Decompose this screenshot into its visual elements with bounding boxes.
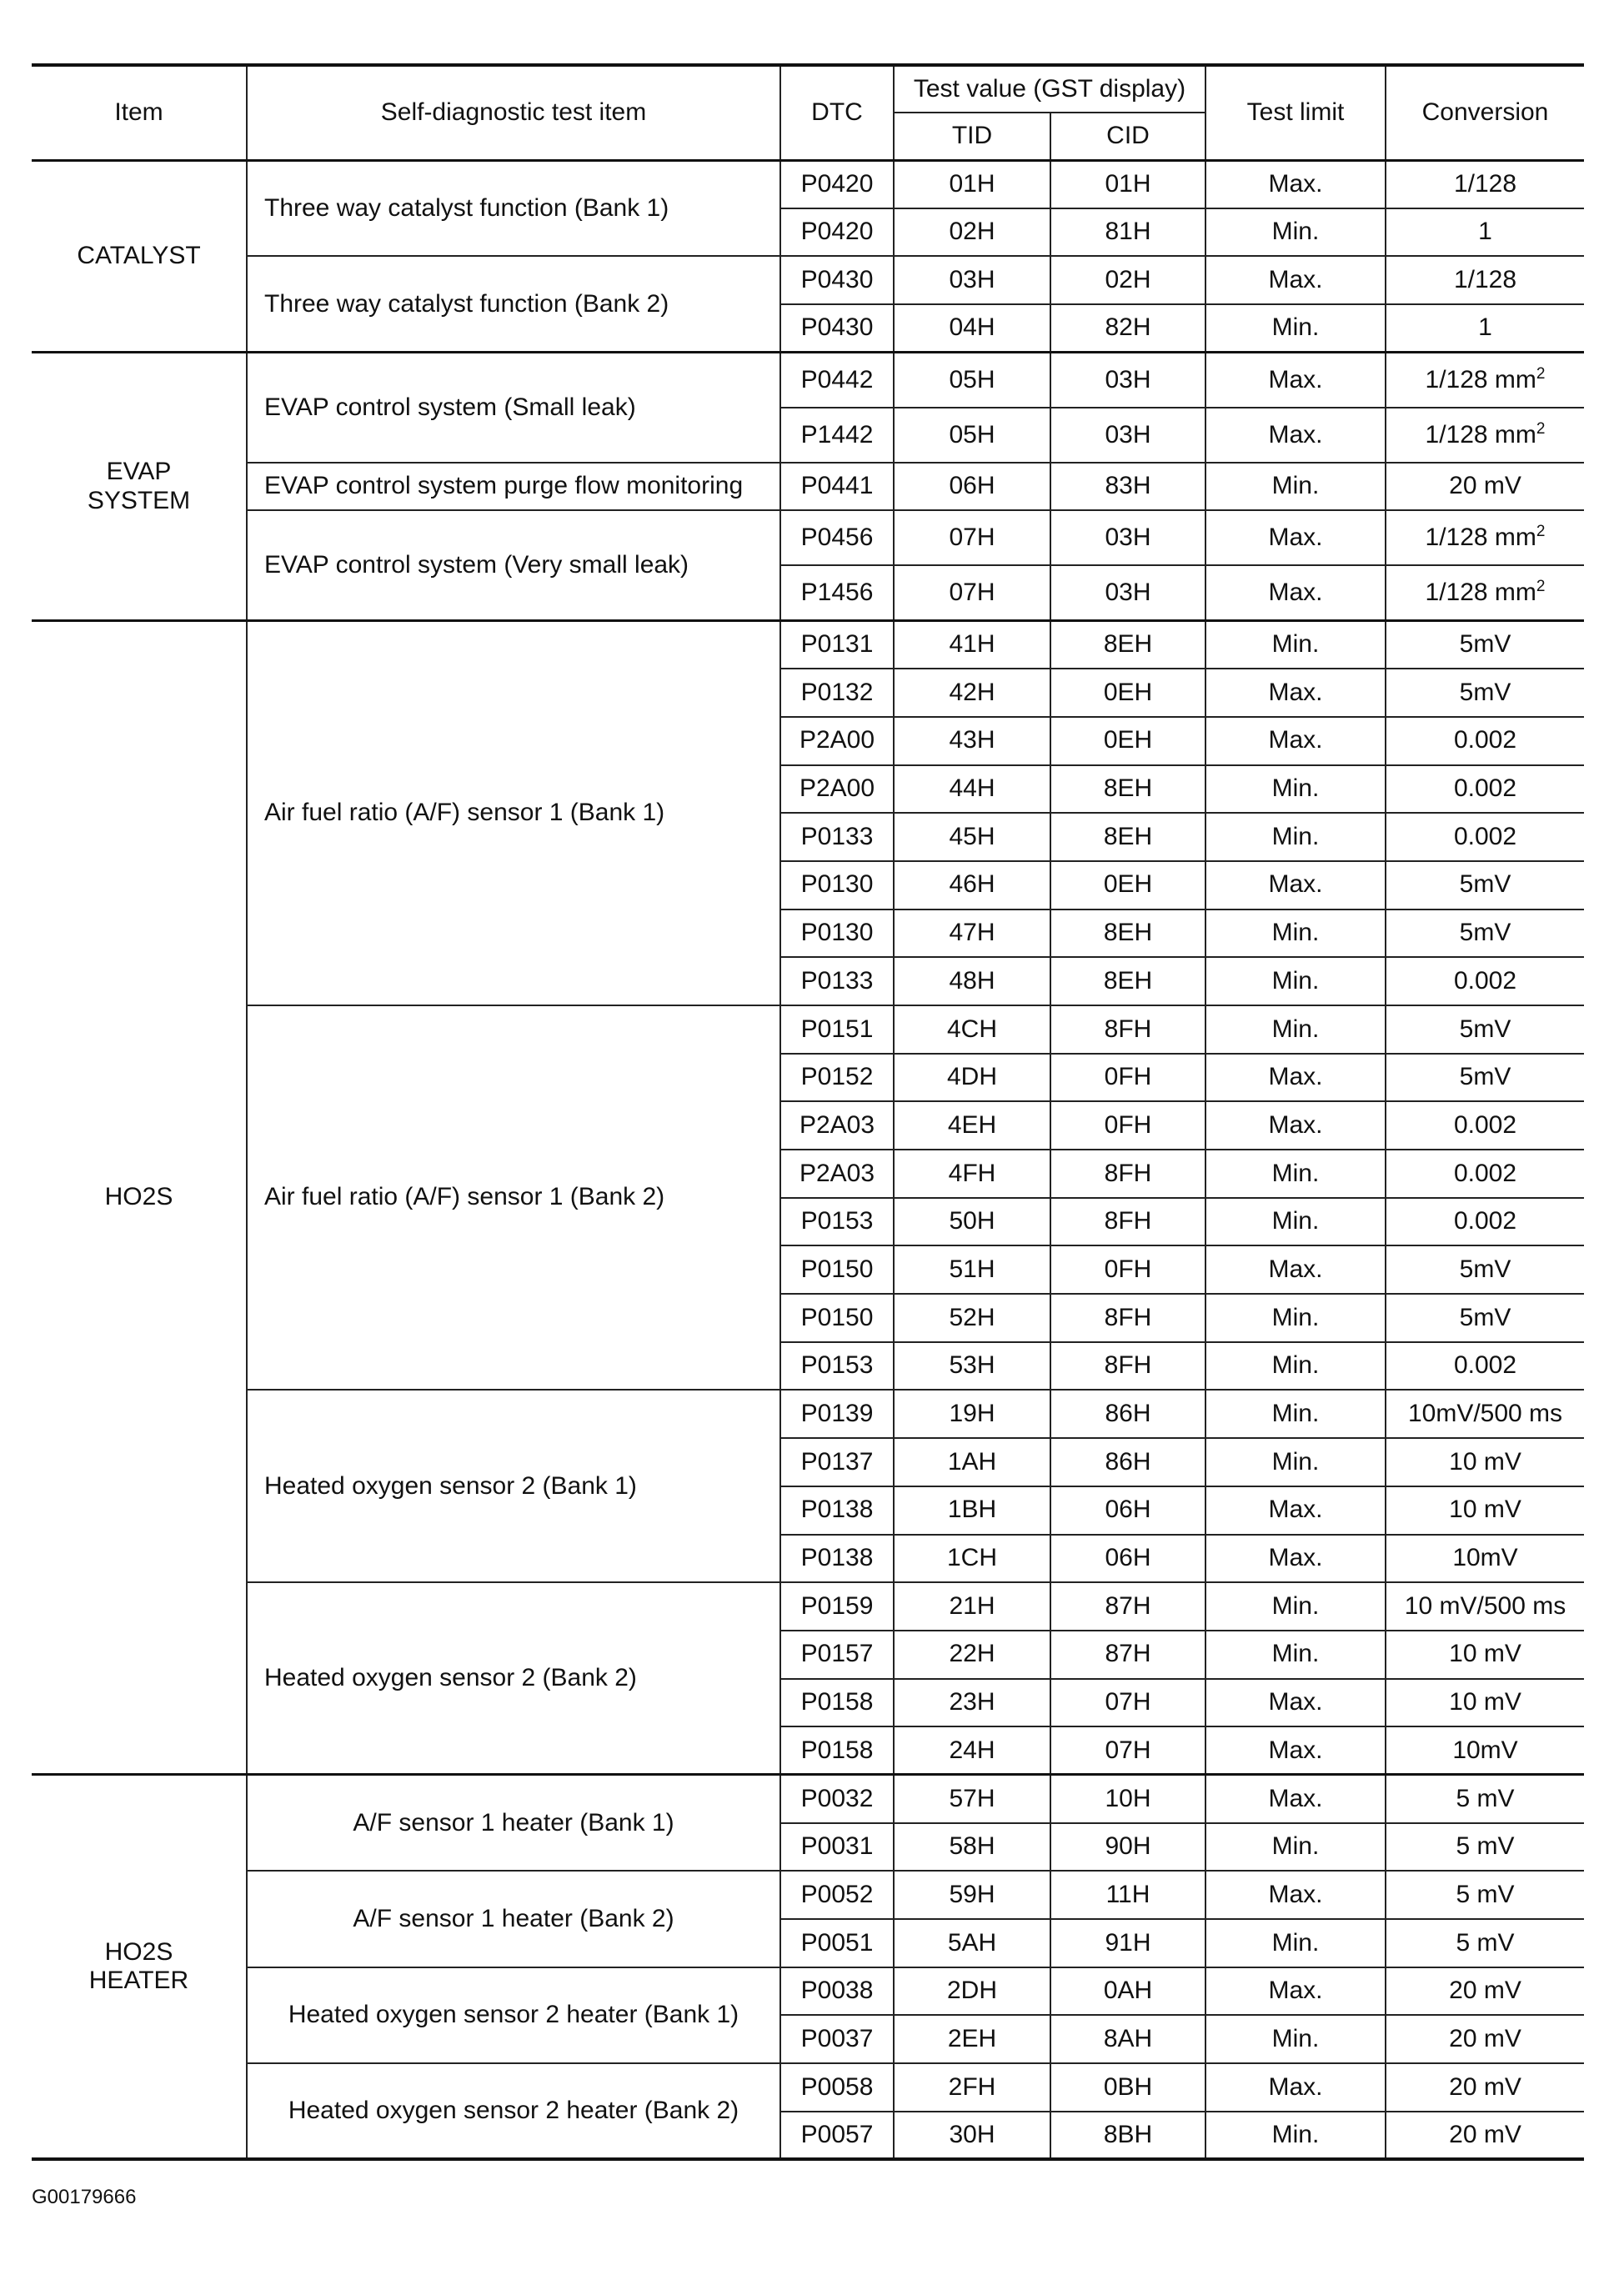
cid-cell: 03H	[1050, 408, 1205, 463]
dtc-cell: P0159	[780, 1582, 894, 1631]
conversion-cell	[1386, 256, 1584, 304]
test-limit-cell: Max.	[1205, 353, 1386, 408]
conversion-cell	[1386, 1438, 1584, 1486]
tid-cell: 53H	[894, 1342, 1050, 1391]
tid-cell: 46H	[894, 861, 1050, 910]
dtc-cell: P0152	[780, 1054, 894, 1102]
cid-cell: 8EH	[1050, 910, 1205, 958]
dtc-cell: P0052	[780, 1871, 894, 1919]
table-row	[32, 2063, 1584, 2112]
cid-cell: 11H	[1050, 1871, 1205, 1919]
test-limit-cell: Max.	[1205, 1486, 1386, 1535]
cid-cell: 02H	[1050, 256, 1205, 304]
conversion-cell	[1386, 1726, 1584, 1775]
table-row	[32, 1582, 1584, 1631]
conversion-value: 0.002	[1453, 966, 1517, 995]
conversion-value: 20 mV	[1449, 1977, 1521, 2005]
header-self-diagnostic-test-item: Self-diagnostic test item	[247, 65, 780, 160]
test-limit-cell: Min.	[1205, 1390, 1386, 1438]
conversion-cell	[1386, 353, 1584, 408]
conversion-value: 10 mV	[1449, 1496, 1521, 1524]
tid-cell: 07H	[894, 565, 1050, 620]
cid-cell: 83H	[1050, 463, 1205, 511]
cid-cell: 8FH	[1050, 1294, 1205, 1342]
conversion-value: 1/128	[1453, 169, 1517, 198]
cid-cell: 0BH	[1050, 2063, 1205, 2112]
dtc-cell: P0150	[780, 1245, 894, 1294]
dtc-cell: P0133	[780, 957, 894, 1005]
dtc-cell: P0139	[780, 1390, 894, 1438]
tid-cell: 4CH	[894, 1005, 1050, 1054]
tid-cell: 1AH	[894, 1438, 1050, 1486]
test-limit-cell: Min.	[1205, 1582, 1386, 1631]
test-limit-cell: Min.	[1205, 1438, 1386, 1486]
dtc-cell: P0130	[780, 910, 894, 958]
cid-cell: 0AH	[1050, 1967, 1205, 2016]
dtc-cell: P2A00	[780, 717, 894, 765]
test-limit-cell: Min.	[1205, 463, 1386, 511]
item-category: CATALYST	[32, 160, 247, 353]
conversion-cell	[1386, 1871, 1584, 1919]
conversion-value: 0.002	[1453, 1110, 1517, 1139]
dtc-cell: P0153	[780, 1342, 894, 1391]
conversion-cell	[1386, 1101, 1584, 1150]
conversion-cell	[1386, 1967, 1584, 2016]
tid-cell: 57H	[894, 1775, 1050, 1823]
conversion-cell	[1386, 2015, 1584, 2063]
header-cid: CID	[1050, 113, 1205, 160]
test-limit-cell: Min.	[1205, 1631, 1386, 1679]
test-limit-cell: Max.	[1205, 1245, 1386, 1294]
conversion-cell	[1386, 1150, 1584, 1198]
tid-cell: 41H	[894, 620, 1050, 669]
tid-cell: 59H	[894, 1871, 1050, 1919]
conversion-value: 0.002	[1453, 822, 1517, 850]
conversion-exponent: 2	[1536, 364, 1546, 383]
conversion-value: 1	[1478, 218, 1492, 246]
conversion-cell	[1386, 669, 1584, 717]
conversion-cell	[1386, 813, 1584, 861]
cid-cell: 87H	[1050, 1631, 1205, 1679]
self-diagnostic-test-item: Three way catalyst function (Bank 2)	[247, 256, 780, 352]
tid-cell: 2FH	[894, 2063, 1050, 2112]
tid-cell: 06H	[894, 463, 1050, 511]
conversion-value: 5 mV	[1456, 1880, 1515, 1908]
test-limit-cell: Min.	[1205, 957, 1386, 1005]
conversion-value: 5mV	[1459, 919, 1511, 947]
tid-cell: 47H	[894, 910, 1050, 958]
dtc-cell: P0133	[780, 813, 894, 861]
tid-cell: 03H	[894, 256, 1050, 304]
test-limit-cell: Max.	[1205, 565, 1386, 620]
tid-cell: 50H	[894, 1198, 1050, 1246]
conversion-value: 0.002	[1453, 1159, 1517, 1187]
conversion-cell	[1386, 1294, 1584, 1342]
tid-cell: 02H	[894, 208, 1050, 257]
cid-cell: 8BH	[1050, 2112, 1205, 2160]
cid-cell: 8AH	[1050, 2015, 1205, 2063]
header-dtc: DTC	[780, 65, 894, 160]
conversion-cell	[1386, 408, 1584, 463]
tid-cell: 24H	[894, 1726, 1050, 1775]
test-limit-cell: Max.	[1205, 1871, 1386, 1919]
conversion-value: 1/128 mm	[1425, 420, 1536, 448]
self-diagnostic-test-item: Heated oxygen sensor 2 heater (Bank 2)	[247, 2063, 780, 2159]
tid-cell: 07H	[894, 510, 1050, 565]
test-limit-cell: Min.	[1205, 1919, 1386, 1967]
conversion-value: 20 mV	[1449, 2024, 1521, 2052]
cid-cell: 0FH	[1050, 1245, 1205, 1294]
conversion-cell	[1386, 160, 1584, 208]
header-test-limit: Test limit	[1205, 65, 1386, 160]
cid-cell: 8FH	[1050, 1198, 1205, 1246]
cid-cell: 06H	[1050, 1486, 1205, 1535]
conversion-value: 10mV	[1452, 1544, 1518, 1572]
self-diagnostic-test-item: EVAP control system purge flow monitoring	[247, 463, 780, 511]
table-row	[32, 463, 1584, 511]
table-row	[32, 1005, 1584, 1054]
tid-cell: 45H	[894, 813, 1050, 861]
conversion-cell	[1386, 957, 1584, 1005]
tid-cell: 23H	[894, 1679, 1050, 1727]
tid-cell: 58H	[894, 1823, 1050, 1872]
cid-cell: 07H	[1050, 1726, 1205, 1775]
conversion-value: 1/128 mm	[1425, 578, 1536, 606]
item-category: HO2S HEATER	[32, 1775, 247, 2160]
conversion-cell	[1386, 1919, 1584, 1967]
cid-cell: 90H	[1050, 1823, 1205, 1872]
cid-cell: 8EH	[1050, 620, 1205, 669]
self-diagnostic-test-item: EVAP control system (Very small leak)	[247, 510, 780, 620]
conversion-cell	[1386, 910, 1584, 958]
cid-cell: 86H	[1050, 1390, 1205, 1438]
self-diagnostic-test-item: EVAP control system (Small leak)	[247, 353, 780, 463]
test-limit-cell: Min.	[1205, 1005, 1386, 1054]
cid-cell: 91H	[1050, 1919, 1205, 1967]
dtc-cell: P0442	[780, 353, 894, 408]
tid-cell: 2DH	[894, 1967, 1050, 2016]
tid-cell: 30H	[894, 2112, 1050, 2160]
cid-cell: 01H	[1050, 160, 1205, 208]
dtc-cell: P0031	[780, 1823, 894, 1872]
conversion-cell	[1386, 717, 1584, 765]
header-tid: TID	[894, 113, 1050, 160]
table-row	[32, 1871, 1584, 1919]
self-diagnostic-test-item: Three way catalyst function (Bank 1)	[247, 160, 780, 256]
cid-cell: 86H	[1050, 1438, 1205, 1486]
test-limit-cell: Min.	[1205, 208, 1386, 257]
dtc-cell: P2A00	[780, 765, 894, 814]
cid-cell: 8EH	[1050, 957, 1205, 1005]
header-item: Item	[32, 65, 247, 160]
conversion-cell	[1386, 1535, 1584, 1583]
self-diagnostic-test-item: Heated oxygen sensor 2 (Bank 1)	[247, 1390, 780, 1582]
test-limit-cell: Max.	[1205, 861, 1386, 910]
test-limit-cell: Max.	[1205, 1679, 1386, 1727]
test-limit-cell: Min.	[1205, 1294, 1386, 1342]
conversion-cell	[1386, 861, 1584, 910]
test-limit-cell: Min.	[1205, 1342, 1386, 1391]
conversion-value: 5mV	[1459, 1255, 1511, 1283]
cid-cell: 8FH	[1050, 1150, 1205, 1198]
tid-cell: 51H	[894, 1245, 1050, 1294]
table-body	[32, 160, 1584, 2159]
conversion-cell	[1386, 1631, 1584, 1679]
conversion-cell	[1386, 510, 1584, 565]
table-row	[32, 1775, 1584, 1823]
table-row	[32, 620, 1584, 669]
dtc-cell: P0137	[780, 1438, 894, 1486]
conversion-cell	[1386, 2063, 1584, 2112]
conversion-value: 5 mV	[1456, 1832, 1515, 1861]
self-diagnostic-test-item: Air fuel ratio (A/F) sensor 1 (Bank 1)	[247, 620, 780, 1005]
tid-cell: 4FH	[894, 1150, 1050, 1198]
conversion-cell	[1386, 1486, 1584, 1535]
conversion-value: 5mV	[1459, 678, 1511, 706]
cid-cell: 0EH	[1050, 669, 1205, 717]
header-conversion: Conversion	[1386, 65, 1584, 160]
dtc-cell: P1456	[780, 565, 894, 620]
conversion-value: 20 mV	[1449, 2072, 1521, 2101]
conversion-cell	[1386, 1823, 1584, 1872]
test-limit-cell: Max.	[1205, 717, 1386, 765]
cid-cell: 0FH	[1050, 1101, 1205, 1150]
test-limit-cell: Max.	[1205, 160, 1386, 208]
dtc-cell: P2A03	[780, 1150, 894, 1198]
tid-cell: 1BH	[894, 1486, 1050, 1535]
conversion-exponent: 2	[1536, 523, 1546, 541]
test-limit-cell: Max.	[1205, 408, 1386, 463]
tid-cell: 48H	[894, 957, 1050, 1005]
cid-cell: 8EH	[1050, 813, 1205, 861]
conversion-value: 10mV/500 ms	[1407, 1400, 1563, 1428]
test-limit-cell: Max.	[1205, 256, 1386, 304]
conversion-cell	[1386, 1582, 1584, 1631]
cid-cell: 8FH	[1050, 1342, 1205, 1391]
conversion-cell	[1386, 1198, 1584, 1246]
test-limit-cell: Min.	[1205, 2015, 1386, 2063]
tid-cell: 1CH	[894, 1535, 1050, 1583]
test-limit-cell: Max.	[1205, 1967, 1386, 2016]
dtc-cell: P0158	[780, 1679, 894, 1727]
tid-cell: 42H	[894, 669, 1050, 717]
tid-cell: 05H	[894, 353, 1050, 408]
cid-cell: 0EH	[1050, 717, 1205, 765]
tid-cell: 19H	[894, 1390, 1050, 1438]
conversion-exponent: 2	[1536, 577, 1546, 595]
conversion-value: 10 mV/500 ms	[1404, 1591, 1566, 1620]
test-limit-cell: Min.	[1205, 2112, 1386, 2160]
cid-cell: 81H	[1050, 208, 1205, 257]
conversion-value: 10mV	[1452, 1736, 1518, 1764]
conversion-value: 1/128 mm	[1425, 365, 1536, 393]
cid-cell: 0EH	[1050, 861, 1205, 910]
conversion-value: 0.002	[1453, 1351, 1517, 1380]
conversion-value: 5mV	[1459, 1015, 1511, 1043]
tid-cell: 21H	[894, 1582, 1050, 1631]
cid-cell: 8EH	[1050, 765, 1205, 814]
test-limit-cell: Min.	[1205, 1823, 1386, 1872]
tid-cell: 2EH	[894, 2015, 1050, 2063]
diagnostic-test-table	[32, 63, 1584, 2161]
conversion-cell	[1386, 565, 1584, 620]
cid-cell: 03H	[1050, 353, 1205, 408]
table-header	[32, 65, 1584, 160]
tid-cell: 4DH	[894, 1054, 1050, 1102]
table-row	[32, 1967, 1584, 2016]
dtc-cell: P0138	[780, 1535, 894, 1583]
tid-cell: 44H	[894, 765, 1050, 814]
cid-cell: 06H	[1050, 1535, 1205, 1583]
dtc-cell: P0132	[780, 669, 894, 717]
conversion-value: 5mV	[1459, 1303, 1511, 1331]
conversion-cell	[1386, 1005, 1584, 1054]
dtc-cell: P0441	[780, 463, 894, 511]
test-limit-cell: Min.	[1205, 1198, 1386, 1246]
test-limit-cell: Max.	[1205, 1101, 1386, 1150]
conversion-cell	[1386, 463, 1584, 511]
table-row	[32, 353, 1584, 408]
conversion-value: 20 mV	[1449, 472, 1521, 500]
conversion-value: 0.002	[1453, 726, 1517, 754]
conversion-cell	[1386, 765, 1584, 814]
dtc-cell: P0058	[780, 2063, 894, 2112]
self-diagnostic-test-item: Air fuel ratio (A/F) sensor 1 (Bank 2)	[247, 1005, 780, 1391]
table-row	[32, 160, 1584, 208]
dtc-cell: P0150	[780, 1294, 894, 1342]
dtc-cell: P0456	[780, 510, 894, 565]
self-diagnostic-test-item: A/F sensor 1 heater (Bank 1)	[247, 1775, 780, 1871]
test-limit-cell: Min.	[1205, 765, 1386, 814]
tid-cell: 43H	[894, 717, 1050, 765]
cid-cell: 03H	[1050, 565, 1205, 620]
cid-cell: 0FH	[1050, 1054, 1205, 1102]
conversion-cell	[1386, 2112, 1584, 2160]
dtc-cell: P0430	[780, 256, 894, 304]
tid-cell: 04H	[894, 304, 1050, 353]
test-limit-cell: Max.	[1205, 1535, 1386, 1583]
item-category: HO2S	[32, 620, 247, 1775]
tid-cell: 52H	[894, 1294, 1050, 1342]
cid-cell: 82H	[1050, 304, 1205, 353]
dtc-cell: P0153	[780, 1198, 894, 1246]
test-limit-cell: Max.	[1205, 1726, 1386, 1775]
conversion-value: 5mV	[1459, 870, 1511, 899]
test-limit-cell: Max.	[1205, 1775, 1386, 1823]
conversion-value: 5 mV	[1456, 1784, 1515, 1812]
tid-cell: 22H	[894, 1631, 1050, 1679]
test-limit-cell: Min.	[1205, 304, 1386, 353]
dtc-cell: P0430	[780, 304, 894, 353]
conversion-cell	[1386, 304, 1584, 353]
conversion-exponent: 2	[1536, 419, 1546, 438]
tid-cell: 5AH	[894, 1919, 1050, 1967]
conversion-cell	[1386, 208, 1584, 257]
conversion-value: 0.002	[1453, 774, 1517, 803]
dtc-cell: P2A03	[780, 1101, 894, 1150]
dtc-cell: P0138	[780, 1486, 894, 1535]
conversion-value: 10 mV	[1449, 1447, 1521, 1476]
cid-cell: 03H	[1050, 510, 1205, 565]
conversion-value: 1/128	[1453, 265, 1517, 293]
conversion-value: 20 mV	[1449, 2120, 1521, 2148]
header-test-value: Test value (GST display)	[894, 65, 1205, 113]
test-limit-cell: Max.	[1205, 2063, 1386, 2112]
conversion-value: 5mV	[1459, 1063, 1511, 1091]
conversion-value: 10 mV	[1449, 1640, 1521, 1668]
dtc-cell: P0032	[780, 1775, 894, 1823]
conversion-value: 5mV	[1459, 630, 1511, 659]
test-limit-cell: Max.	[1205, 510, 1386, 565]
test-limit-cell: Min.	[1205, 620, 1386, 669]
dtc-cell: P0038	[780, 1967, 894, 2016]
table-row	[32, 1390, 1584, 1438]
conversion-cell	[1386, 1245, 1584, 1294]
conversion-value: 0.002	[1453, 1207, 1517, 1235]
dtc-cell: P0157	[780, 1631, 894, 1679]
dtc-cell: P1442	[780, 408, 894, 463]
test-limit-cell: Min.	[1205, 813, 1386, 861]
dtc-cell: P0051	[780, 1919, 894, 1967]
conversion-value: 1	[1478, 313, 1492, 342]
table-row	[32, 510, 1584, 565]
figure-code: G00179666	[32, 2186, 137, 2208]
tid-cell: 05H	[894, 408, 1050, 463]
test-limit-cell: Max.	[1205, 669, 1386, 717]
dtc-cell: P0158	[780, 1726, 894, 1775]
test-limit-cell: Min.	[1205, 910, 1386, 958]
conversion-cell	[1386, 1390, 1584, 1438]
cid-cell: 07H	[1050, 1679, 1205, 1727]
conversion-cell	[1386, 1679, 1584, 1727]
conversion-cell	[1386, 1054, 1584, 1102]
tid-cell: 4EH	[894, 1101, 1050, 1150]
dtc-cell: P0130	[780, 861, 894, 910]
test-limit-cell: Min.	[1205, 1150, 1386, 1198]
table-row	[32, 256, 1584, 304]
cid-cell: 10H	[1050, 1775, 1205, 1823]
dtc-cell: P0420	[780, 208, 894, 257]
dtc-cell: P0037	[780, 2015, 894, 2063]
dtc-cell: P0151	[780, 1005, 894, 1054]
item-category: EVAP SYSTEM	[32, 353, 247, 621]
conversion-cell	[1386, 1342, 1584, 1391]
dtc-cell: P0420	[780, 160, 894, 208]
test-limit-cell: Max.	[1205, 1054, 1386, 1102]
cid-cell: 87H	[1050, 1582, 1205, 1631]
tid-cell: 01H	[894, 160, 1050, 208]
conversion-cell	[1386, 620, 1584, 669]
conversion-value: 10 mV	[1449, 1688, 1521, 1716]
self-diagnostic-test-item: Heated oxygen sensor 2 heater (Bank 1)	[247, 1967, 780, 2063]
conversion-value: 1/128 mm	[1425, 524, 1536, 552]
self-diagnostic-test-item: A/F sensor 1 heater (Bank 2)	[247, 1871, 780, 1967]
conversion-value: 5 mV	[1456, 1928, 1515, 1957]
conversion-cell	[1386, 1775, 1584, 1823]
dtc-cell: P0057	[780, 2112, 894, 2160]
dtc-cell: P0131	[780, 620, 894, 669]
cid-cell: 8FH	[1050, 1005, 1205, 1054]
self-diagnostic-test-item: Heated oxygen sensor 2 (Bank 2)	[247, 1582, 780, 1775]
